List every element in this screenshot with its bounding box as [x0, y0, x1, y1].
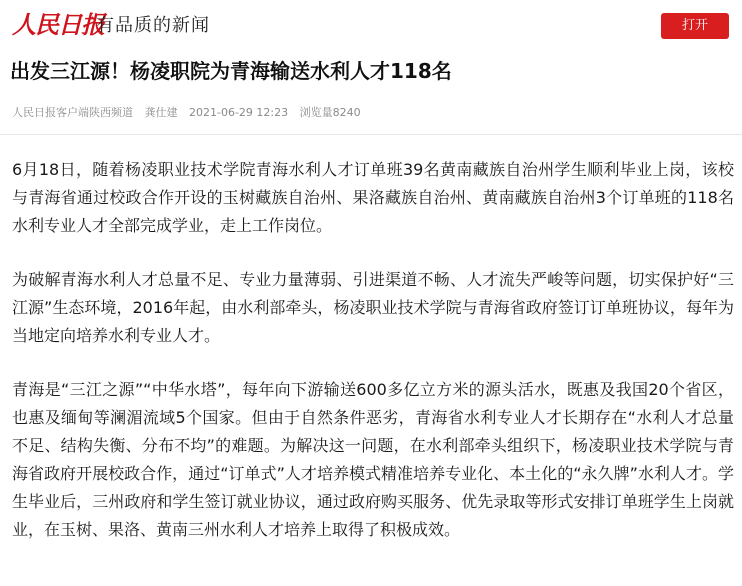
article-paragraph: 6月18日，随着杨凌职业技术学院青海水利人才订单班39名黄南藏族自治州学生顺利毕业上岗，该校与青海省通过校政合作开设的玉树藏族自治州、果洛藏族自治州、黄南藏族自治州3个订单班的118名水利专业人才全部完成学业，走上工作岗位。 [12, 160, 734, 235]
article-views: 浏览量8240 [299, 106, 361, 119]
article-datetime: 2021-06-29 12:23 [189, 106, 289, 119]
article-paragraph: 为破解青海水利人才总量不足、专业力量薄弱、引进渠道不畅、人才流失严峻等问题，切实保护好“三江源”生态环境，2016年起，由水利部牵头，杨凌职业技术学院与青海省政府签订订单班协议，每年为当地定向培养水利专业人才。 [12, 270, 734, 345]
article-meta [12, 105, 369, 121]
top-bar [0, 0, 742, 50]
article-body [12, 156, 734, 570]
open-app-button[interactable]: 打开 [661, 13, 729, 39]
people-daily-logo: 人民日报 [12, 10, 104, 39]
article-author: 龚仕建 [144, 106, 178, 119]
slogan: 有品质的新闻 [96, 15, 210, 36]
article-source: 人民日报客户端陕西频道 [12, 106, 133, 119]
article-title: 出发三江源！杨凌职院为青海输送水利人才118名 [10, 59, 452, 83]
divider [0, 134, 742, 135]
article-paragraph: 青海是“三江之源”“中华水塔”，每年向下游输送600多亿立方米的源头活水，既惠及我国20个省区，也惠及缅甸等澜湄流域5个国家。但由于自然条件恶劣，青海省水利专业人才长期存在“水利人才总量不足、结构失衡、分布不均”的难题。为解决这一问题，在水利部牵头组织下，杨凌职业技术学院与青海省政府开展校政合作，通过“订单式”人才培养模式精准培养专业化、本土化的“永久牌”水利人才。学生毕业后，三州政府和学生签订就业协议，通过政府购买服务、优先录取等形式安排订单班学生上岗就业，在玉树、果洛、黄南三州水利人才培养上取得了积极成效。 [12, 380, 734, 539]
